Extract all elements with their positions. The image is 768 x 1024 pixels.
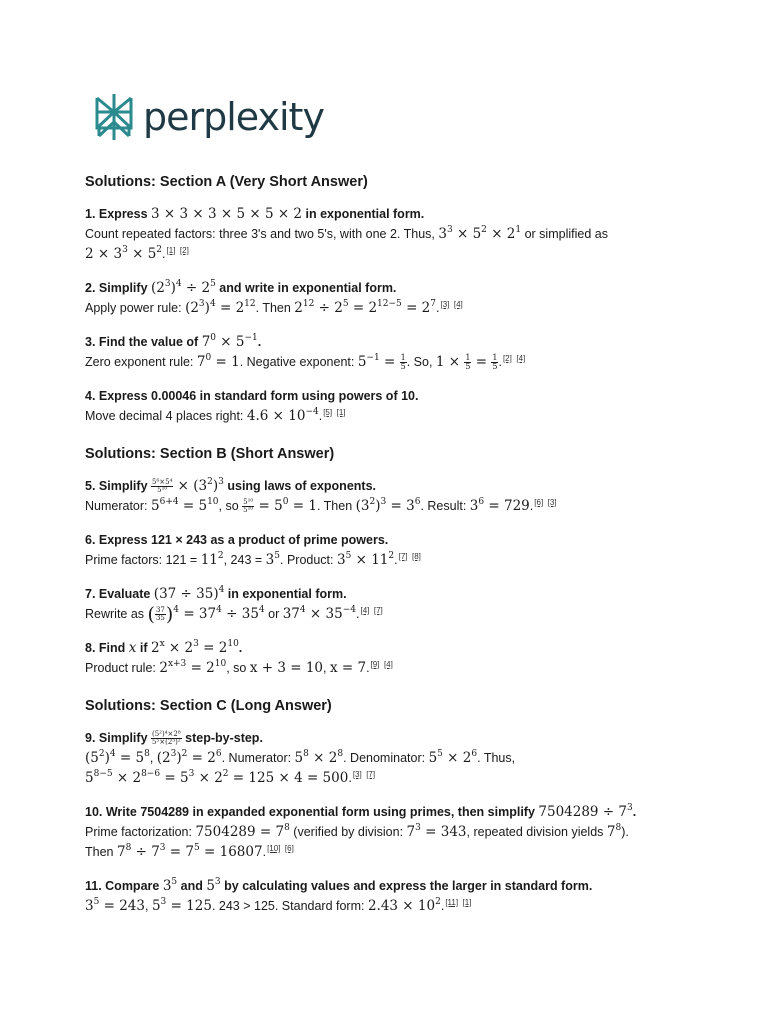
question-5: 5. Simplify $\frac{\text{5⁶×5⁴}}{\text{5¹⁰}}$ × $(3^2)^3$ using laws of exponents. [85,477,376,494]
answer-6: Prime factors: $121 = 11^2$, $243 = 3^5$. Product: $3^5 \times 11^2.[7]$ [8] [85,551,421,568]
citation-link[interactable]: [1] [462,898,472,907]
section-c-title: Solutions: Section C (Long Answer) [85,698,332,714]
solutions-content [85,172,685,916]
question-3: 3. Find the value of $7^0 \times 5^{-1}$. [85,333,262,350]
question-4: 4. Express 0.00046 in standard form using powers of 10. [85,389,419,403]
answer-9: $(5^2)^4 = 5^8$, $(2^3)^2 = 2^6$. Numerator: $5^8 \times 2^8$. Denominator: $5^5 \times 2^6$. Thus, [85,749,516,766]
answer-2: Apply power rule: $(2^3)^4 = 2^{12}$. Then $2^{12} \div 2^5 = 2^{12-5} = 2^7.[3]$ [4] [85,299,463,316]
citation-link[interactable]: [2] [179,246,189,255]
question-6: 6. Express 121 × 243 as a product of prime powers. [85,533,389,547]
perplexity-logo-icon [93,92,135,142]
citation-link[interactable]: [9] [370,660,380,669]
answer-7: Rewrite as ( $\frac{37}{35}$ )$^4 = 37^4 \div 35^4$ or $37^4 \times 35^{-4}.[4]$ [7] [85,603,383,626]
question-8: 8. Find x if $2^x \times 2^3 = 2^{10}$. [85,639,243,656]
question-10: 10. Write 7504289 in expanded exponential form using primes, then simplify $7504289 \div 7^3$. [85,803,637,820]
answer-3: Zero exponent rule: $7^0 = 1$. Negative exponent: $5^{-1}$ = $\frac{1}{5}$ . So, 1 × $\frac{1}{5}$ = $\frac{1}{5}$ .[2] [4] [85,353,526,371]
answer-5: Numerator: $5^{6+4} = 5^{10}$, so $\frac{\text{5¹⁰}}{\text{5¹⁰}}$ = $5^0 = 1$. Then $(3^2)^3 = 3^6$. Result: $3^6 = 729.[6]$ [3] [85,497,557,514]
question-2: 2. Simplify $(2^3)^4 \div 2^5$ and write in exponential form. [85,279,397,296]
citation-link[interactable]: [1] [336,408,346,417]
citation-link[interactable]: [7] [373,606,383,615]
citation-link[interactable]: [3] [352,770,362,779]
question-9: 9. Simplify $\frac{\text{(5²)⁴×2⁸}}{\text{5⁵×(2³)²}}$ step-by-step. [85,730,263,746]
citation-link[interactable]: [7] [398,552,408,561]
answer-1-cont: $2 \times 3^3 \times 5^2.[1]$ [2] [85,245,189,262]
section-b-title: Solutions: Section B (Short Answer) [85,446,335,462]
answer-11: $3^5 = 243$, $5^3 = 125$. 243 > 125. Standard form: $2.43 \times 10^2.[11]$ [1] [85,897,472,914]
citation-link[interactable]: [6] [534,498,544,507]
question-7: 7. Evaluate $(37 \div 35)^4$ in exponential form. [85,585,347,602]
section-a-title: Solutions: Section A (Very Short Answer) [85,174,368,190]
citation-link[interactable]: [4] [516,354,526,363]
citation-link[interactable]: [4] [453,300,463,309]
answer-1: Count repeated factors: three 3's and two 5's, with one 2. Thus, $3^3 \times 5^2 \times 2^1$ or simplified as [85,225,608,242]
citation-link[interactable]: [2] [502,354,512,363]
citation-link[interactable]: [3] [547,498,557,507]
question-11: 11. Compare $3^5$ and $5^3$ by calculating values and express the larger in standard form. [85,877,593,894]
citation-link[interactable]: [4] [383,660,393,669]
citation-link[interactable]: [6] [284,844,294,853]
citation-link[interactable]: [7] [366,770,376,779]
answer-8: Product rule: $2^{x+3} = 2^{10}$, so x + 3 = 10, x = 7.[9] [4] [85,659,393,676]
citation-link[interactable]: [11] [445,898,459,907]
answer-9-cont: $5^{8-5} \times 2^{8-6} = 5^3 \times 2^2 = 125 \times 4 = 500.[3]$ [7] [85,769,376,786]
citation-link[interactable]: [3] [440,300,450,309]
answer-4: Move decimal 4 places right: $4.6 \times 10^{-4}.[5]$ [1] [85,407,346,424]
answer-10-cont: Then $7^8 \div 7^3 = 7^5 = 16807.[10]$ [6] [85,843,294,860]
citation-link[interactable]: [1] [166,246,176,255]
citation-link[interactable]: [8] [412,552,421,561]
citation-link[interactable]: [10] [267,844,281,853]
perplexity-logo [93,92,324,142]
brand-name: perplexity [143,95,324,139]
answer-10: Prime factorization: $7504289 = 7^8$ (verified by division: $7^3 = 343$, repeated division yields $7^8$). [85,823,629,840]
citation-link[interactable]: [4] [360,606,370,615]
citation-link[interactable]: [5] [323,408,333,417]
question-1: 1. Express 3 × 3 × 3 × 5 × 5 × 2 in exponential form. [85,206,425,222]
